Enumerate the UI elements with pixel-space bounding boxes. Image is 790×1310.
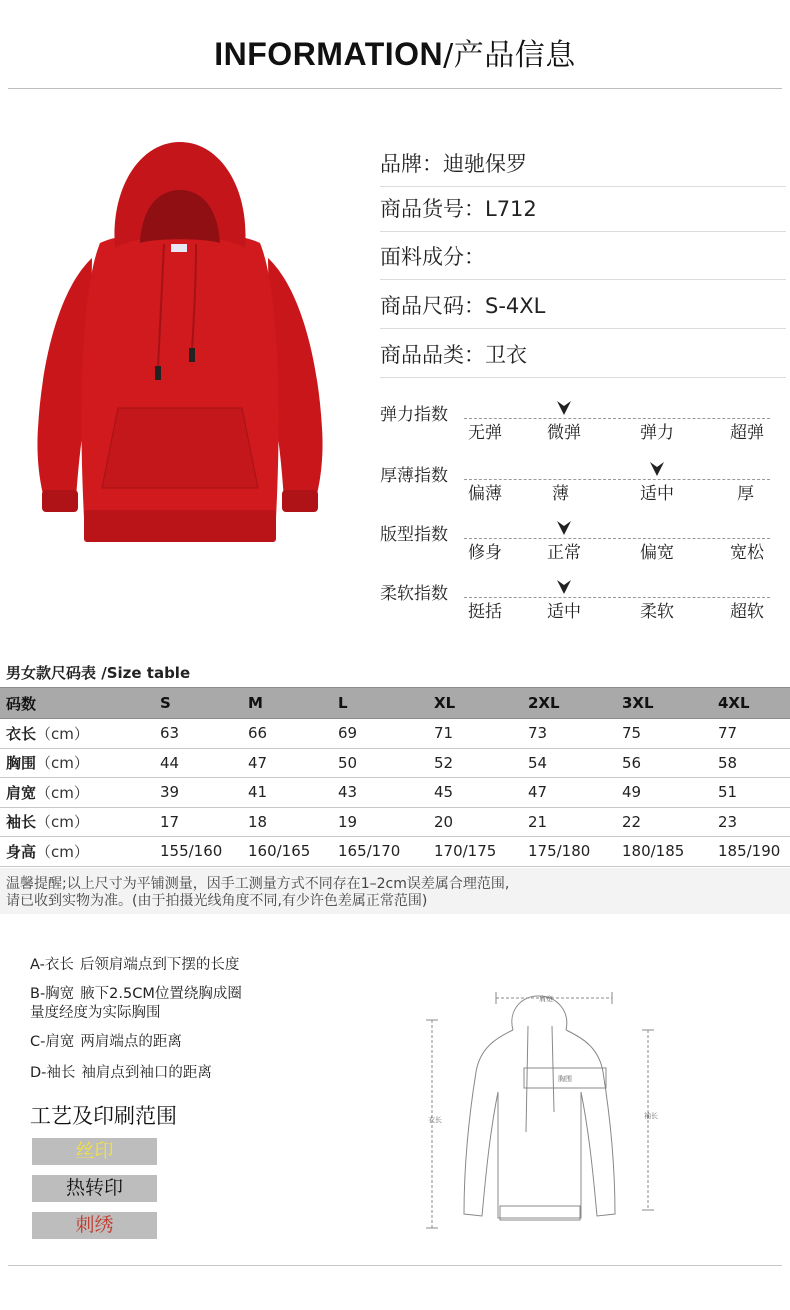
index-option: 宽松 xyxy=(730,543,764,563)
table-cell: 63 xyxy=(154,719,242,749)
selected-marker-icon xyxy=(556,400,572,416)
selected-marker-icon xyxy=(556,579,572,595)
diagram-label-chest: 胸围 xyxy=(558,1075,572,1083)
index-option: 偏薄 xyxy=(468,484,502,504)
table-cell: 23 xyxy=(712,807,790,837)
table-cell: 45 xyxy=(428,778,522,808)
row-unit: （cm） xyxy=(36,724,89,743)
table-cell: 41 xyxy=(242,778,332,808)
table-row xyxy=(0,778,790,808)
row-label-text: 肩宽 xyxy=(6,783,37,802)
index-scale-line xyxy=(464,418,770,419)
table-cell: 58 xyxy=(712,748,790,778)
row-label xyxy=(0,807,154,837)
table-cell: 165/170 xyxy=(332,837,428,867)
table-cell: 20 xyxy=(428,807,522,837)
page-title-en: INFORMATION xyxy=(214,36,444,72)
diagram-label-sleeve: 袖长 xyxy=(644,1112,658,1120)
note-line: 请已收到实物为准。(由于拍摄光线角度不同,有少许色差属正常范围) xyxy=(6,893,428,909)
index-option: 正常 xyxy=(547,543,581,563)
table-cell: 180/185 xyxy=(616,837,712,867)
table-row xyxy=(0,748,790,778)
index-scale-line xyxy=(464,479,770,480)
info-size: 商品尺码：S-4XL xyxy=(380,284,786,329)
measure-key: A-衣长 xyxy=(30,957,74,973)
info-fabric: 面料成分： xyxy=(380,235,786,280)
hoodie-image xyxy=(30,138,330,548)
row-label-text: 身高 xyxy=(6,842,37,861)
measure-desc: 袖肩点到袖口的距离 xyxy=(81,1065,212,1081)
index-option: 柔软 xyxy=(640,602,674,622)
index-option: 适中 xyxy=(547,602,581,622)
table-cell: 175/180 xyxy=(522,837,616,867)
table-header-cell: 4XL xyxy=(712,688,790,719)
measure-b xyxy=(30,985,242,1023)
craft-heat-transfer xyxy=(32,1175,157,1202)
table-header-cell: 3XL xyxy=(616,688,712,719)
measure-desc: 腋下2.5CM位置绕胸成圈 xyxy=(80,986,242,1002)
row-label xyxy=(0,778,154,808)
table-row xyxy=(0,719,790,749)
measure-desc: 两肩端点的距离 xyxy=(80,1034,182,1050)
row-label-text: 袖长 xyxy=(6,813,37,832)
table-cell: 50 xyxy=(332,748,428,778)
table-cell: 56 xyxy=(616,748,712,778)
measure-desc: 量度经度为实际胸围 xyxy=(30,1005,161,1021)
index-label: 弹力指数 xyxy=(380,405,448,425)
diagram-label-shoulder: 肩宽 xyxy=(539,995,553,1003)
measure-key: B-胸宽 xyxy=(30,986,75,1002)
index-option: 无弹 xyxy=(468,423,502,443)
page-title-cn: /产品信息 xyxy=(443,38,576,73)
table-cell: 44 xyxy=(154,748,242,778)
table-cell: 21 xyxy=(522,807,616,837)
size-table xyxy=(0,687,790,867)
table-cell: 51 xyxy=(712,778,790,808)
index-scale-line xyxy=(464,597,770,598)
footer-divider xyxy=(8,1265,782,1266)
note-line: 温馨提醒;以上尺寸为平铺测量，因手工测量方式不同存在1–2cm误差属合理范围, xyxy=(6,876,510,892)
table-header-cell: L xyxy=(332,688,428,719)
craft-embroidery xyxy=(32,1212,157,1239)
table-header-cell: XL xyxy=(428,688,522,719)
table-header-cell: 码数 xyxy=(0,688,154,719)
table-header-row xyxy=(0,688,790,719)
index-thickness xyxy=(380,461,786,519)
measurement-diagram xyxy=(418,982,668,1232)
table-cell: 73 xyxy=(522,719,616,749)
table-cell: 185/190 xyxy=(712,837,790,867)
index-scale-line xyxy=(464,538,770,539)
page-title xyxy=(0,30,790,74)
index-option: 微弹 xyxy=(547,423,581,443)
row-label-text: 衣长 xyxy=(6,724,37,743)
table-cell: 39 xyxy=(154,778,242,808)
index-option: 超软 xyxy=(730,602,764,622)
craft-label: 热转印 xyxy=(65,1177,123,1199)
craft-silkscreen xyxy=(32,1138,157,1165)
table-cell: 170/175 xyxy=(428,837,522,867)
table-cell: 47 xyxy=(242,748,332,778)
craft-label: 丝印 xyxy=(75,1140,114,1162)
table-cell: 47 xyxy=(522,778,616,808)
table-cell: 77 xyxy=(712,719,790,749)
table-header-cell: S xyxy=(154,688,242,719)
table-row xyxy=(0,837,790,867)
index-option: 修身 xyxy=(468,543,502,563)
measurement-note xyxy=(6,876,509,910)
row-unit: （cm） xyxy=(36,754,89,773)
table-row xyxy=(0,807,790,837)
info-brand: 品牌：迪驰保罗 xyxy=(380,142,786,187)
table-cell: 18 xyxy=(242,807,332,837)
size-table-caption: 男女款尺码表 /Size table xyxy=(6,664,191,682)
table-cell: 71 xyxy=(428,719,522,749)
measure-key: C-肩宽 xyxy=(30,1034,75,1050)
table-cell: 155/160 xyxy=(154,837,242,867)
measure-c xyxy=(30,1033,182,1052)
table-cell: 66 xyxy=(242,719,332,749)
index-label: 柔软指数 xyxy=(380,584,448,604)
row-unit: （cm） xyxy=(36,783,89,802)
table-cell: 54 xyxy=(522,748,616,778)
table-header-cell: 2XL xyxy=(522,688,616,719)
measure-d xyxy=(30,1064,212,1083)
index-option: 适中 xyxy=(640,484,674,504)
index-fit xyxy=(380,520,786,578)
index-option: 弹力 xyxy=(640,423,674,443)
craft-label: 刺绣 xyxy=(75,1214,114,1236)
row-unit: （cm） xyxy=(36,842,89,861)
index-option: 超弹 xyxy=(730,423,764,443)
index-option: 薄 xyxy=(552,484,569,504)
index-option: 偏宽 xyxy=(640,543,674,563)
row-label xyxy=(0,748,154,778)
measure-key: D-袖长 xyxy=(30,1065,76,1081)
row-label xyxy=(0,837,154,867)
table-cell: 75 xyxy=(616,719,712,749)
table-cell: 49 xyxy=(616,778,712,808)
diagram-label-length: 衣长 xyxy=(428,1116,442,1124)
index-option: 厚 xyxy=(737,484,754,504)
info-category: 商品品类：卫衣 xyxy=(380,333,786,378)
index-elasticity xyxy=(380,400,786,458)
table-cell: 160/165 xyxy=(242,837,332,867)
measure-desc: 后领肩端点到下摆的长度 xyxy=(79,957,240,973)
index-softness xyxy=(380,579,786,637)
index-option: 挺括 xyxy=(468,602,502,622)
table-header-cell: M xyxy=(242,688,332,719)
table-cell: 22 xyxy=(616,807,712,837)
table-cell: 43 xyxy=(332,778,428,808)
header-divider xyxy=(8,88,782,89)
table-cell: 69 xyxy=(332,719,428,749)
selected-marker-icon xyxy=(556,520,572,536)
table-cell: 52 xyxy=(428,748,522,778)
row-label-text: 胸围 xyxy=(6,754,37,773)
craft-title: 工艺及印刷范围 xyxy=(30,1104,177,1128)
info-item-no: 商品货号：L712 xyxy=(380,187,786,232)
index-label: 版型指数 xyxy=(380,525,448,545)
row-label xyxy=(0,719,154,749)
measure-a xyxy=(30,956,239,975)
index-label: 厚薄指数 xyxy=(380,466,448,486)
selected-marker-icon xyxy=(649,461,665,477)
table-cell: 17 xyxy=(154,807,242,837)
row-unit: （cm） xyxy=(36,813,89,832)
table-cell: 19 xyxy=(332,807,428,837)
